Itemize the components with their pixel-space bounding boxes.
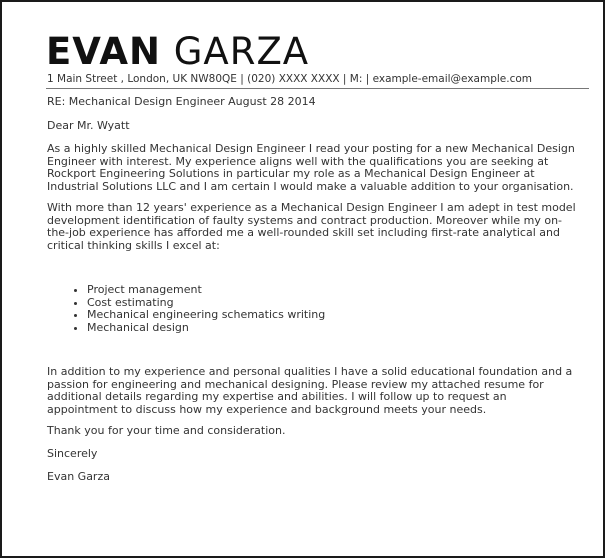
signature-name: Evan Garza (47, 470, 110, 483)
header-divider (46, 88, 589, 89)
contact-line: 1 Main Street , London, UK NW80QE | (020) XXXX XXXX | M: | example-email@example.com (47, 73, 532, 85)
subject-line: RE: Mechanical Design Engineer August 28 2014 (47, 95, 316, 108)
last-name: GARZA (173, 30, 310, 73)
paragraph-experience: With more than 12 years' experience as a Mechanical Design Engineer I am adept in test model development identification of faulty systems and contract production. Moreover while my on-the-job experience has afforded me a well-rounded skill set including first-rate analytical and critical thinking skills I excel at: (47, 201, 576, 252)
paragraph-intro: As a highly skilled Mechanical Design Engineer I read your posting for a new Mechanical Design Engineer with interest. My experience aligns well with the qualifications you are seeking at Rockport Engineering Solutions in particular my role as a Mechanical Design Engineer at Industrial Solutions LLC and I am certain I would make a valuable addition to your organisation. (47, 142, 575, 193)
list-item: • Project management (87, 284, 325, 297)
list-item: • Cost estimating (87, 297, 325, 310)
applicant-name (46, 32, 309, 72)
paragraph-closing: In addition to my experience and personal qualities I have a solid educational foundation and a passion for engineering and mechanical designing. Please review my attached resume for additional details regarding my expertise and abilities. I will follow up to request an appointment to discuss how my experience and background meets your needs. (47, 365, 573, 416)
closing-line: Sincerely (47, 447, 98, 460)
salutation: Dear Mr. Wyatt (47, 119, 130, 132)
first-name: EVAN (46, 30, 161, 73)
skills-list (72, 284, 325, 334)
thanks-line: Thank you for your time and consideration. (47, 424, 286, 437)
list-item: • Mechanical design (87, 322, 325, 335)
list-item: • Mechanical engineering schematics writing (87, 309, 325, 322)
